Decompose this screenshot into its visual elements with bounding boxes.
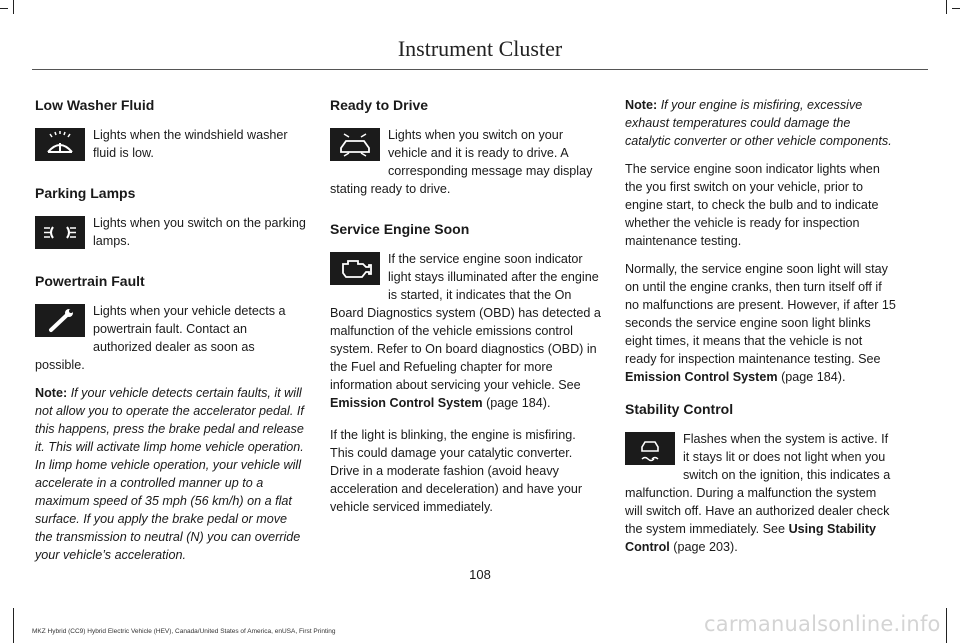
stability-text: Flashes when the system is active. If it stays lit or does not light when you switch on the ignition, this indicates a malfunction. During a malfunction the system will switch off. Have an authorized dealer check the system immediately. See bbox=[625, 432, 891, 536]
misfire-note bbox=[625, 96, 897, 150]
ready-description: Lights when you switch on your vehicle and it is ready to drive. A corresponding message may display stating ready to drive. bbox=[330, 128, 593, 196]
stability-control-icon bbox=[625, 432, 675, 465]
washer-fluid-icon bbox=[35, 128, 85, 161]
note-label: Note: bbox=[35, 386, 68, 400]
parking-lamps-icon bbox=[35, 216, 85, 249]
page-reference: (page 184). bbox=[486, 396, 551, 410]
parking-description: Lights when you switch on the parking lamps. bbox=[93, 216, 306, 248]
note-label: Note: bbox=[625, 98, 658, 112]
paragraph-inspection bbox=[625, 260, 897, 386]
page-reference: (page 184). bbox=[781, 370, 846, 384]
section-title-low-washer: Low Washer Fluid bbox=[35, 97, 155, 113]
paragraph-text: Normally, the service engine soon light will stay on until the engine cranks, then turn itself off if no malfunctions are present. However, if after 15 seconds the service engine soon light blinks eight times, it means that the vehicle is not ready for inspection maintenance testing. See bbox=[625, 262, 896, 366]
page-number: 108 bbox=[469, 567, 491, 582]
section-title-ready: Ready to Drive bbox=[330, 97, 429, 113]
service-text: If the service engine soon indicator light stays illuminated after the engine is started, it indicates that the On Board Diagnostics system (OBD) has detected a malfunction of the vehicle emissions control system. Refer to On board diagnostics (OBD) in the Fuel and Refueling chapter for more information about servicing your vehicle. See bbox=[330, 252, 601, 392]
xref-emission-control-link[interactable]: Emission Control System bbox=[330, 396, 483, 410]
page-title: Instrument Cluster bbox=[397, 36, 563, 61]
crop-mark bbox=[13, 0, 14, 14]
column-right bbox=[625, 96, 897, 566]
section-title-stability: Stability Control bbox=[625, 401, 734, 417]
watermark: carmanualsonline.info bbox=[704, 612, 941, 636]
column-left bbox=[35, 96, 307, 574]
note-text: If your vehicle detects certain faults, it will not allow you to operate the accelerator pedal. If this happens, press the brake pedal and release it. This will activate limp home vehicle operation. In limp home vehicle operation, your vehicle will accelerate in a controlled manner up to a maximum speed of 35 mph (56 km/h) on a flat surface. If you apply the brake pedal or move the transmission to neutral (N) you can override your vehicle’s acceleration. bbox=[35, 386, 304, 562]
powertrain-description: Lights when your vehicle detects a powertrain fault. Contact an authorized dealer as soon as possible. bbox=[35, 304, 286, 372]
header-rule bbox=[32, 69, 928, 70]
xref-stability-control-link[interactable]: Using Stability Control bbox=[625, 522, 877, 554]
engine-icon bbox=[330, 252, 380, 285]
powertrain-note bbox=[35, 384, 307, 564]
washer-description: Lights when the windshield washer fluid is low. bbox=[93, 128, 288, 160]
section-title-powertrain: Powertrain Fault bbox=[35, 273, 145, 289]
section-title-service-engine: Service Engine Soon bbox=[330, 221, 470, 237]
crop-mark bbox=[946, 608, 947, 643]
page-reference: (page 203). bbox=[673, 540, 738, 554]
footer-text: MKZ Hybrid (CC9) Hybrid Electric Vehicle (HEV), Canada/United States of America, enUSA, First Printing bbox=[32, 628, 336, 635]
service-blinking-description: If the light is blinking, the engine is misfiring. This could damage your catalytic converter. Drive in a moderate fashion (avoid heavy acceleration and deceleration) and have your vehicle serviced immediately. bbox=[330, 428, 583, 514]
wrench-icon bbox=[35, 304, 85, 337]
crop-mark bbox=[13, 608, 14, 643]
crop-mark bbox=[946, 0, 947, 14]
note-text: If your engine is misfiring, excessive exhaust temperatures could damage the catalytic converter or other vehicle components. bbox=[625, 98, 892, 148]
crop-mark bbox=[952, 8, 960, 9]
section-title-parking: Parking Lamps bbox=[35, 185, 136, 201]
paragraph-indicator-check: The service engine soon indicator lights when the you first switch on your vehicle, prior to engine start, to check the bulb and to indicate whether the vehicle is ready for inspection maintenance testing. bbox=[625, 162, 880, 248]
xref-emission-control-link[interactable]: Emission Control System bbox=[625, 370, 778, 384]
crop-mark bbox=[0, 8, 8, 9]
ready-to-drive-icon bbox=[330, 128, 380, 161]
column-middle bbox=[330, 96, 602, 526]
